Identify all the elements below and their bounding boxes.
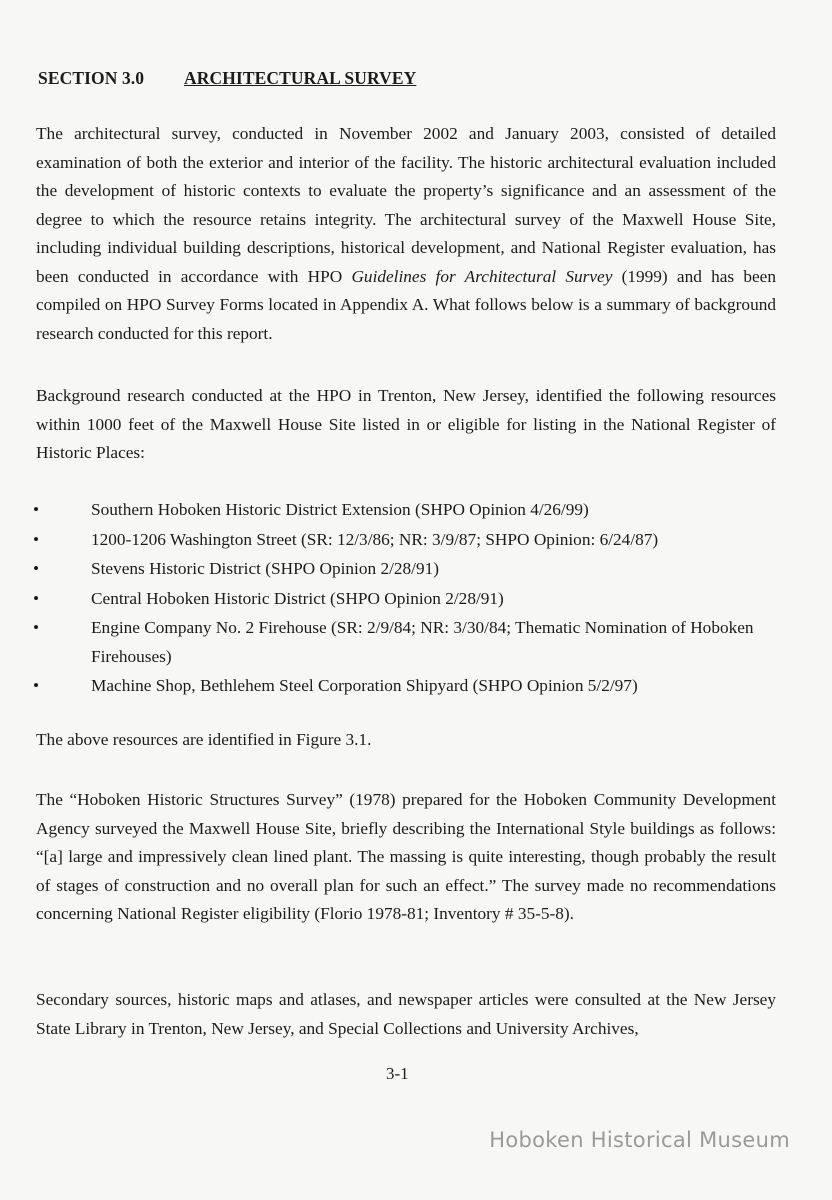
list-item: • Machine Shop, Bethlehem Steel Corporation Shipyard (SHPO Opinion 5/2/97) — [30, 672, 780, 701]
page-number: 3-1 — [386, 1064, 409, 1083]
bullet-icon: • — [33, 500, 40, 519]
guidelines-title: Guidelines for Architectural Survey — [351, 266, 613, 286]
bullet-icon: • — [33, 588, 40, 608]
section-heading — [38, 68, 416, 89]
intro-text-part-2: (1999) and has been compiled on HPO Survey Forms located in Appendix A. What follows below is a summary of background research conducted for this report. — [36, 266, 776, 343]
list-item: • Central Hoboken Historic District (SHPO Opinion 2/28/91) — [30, 585, 780, 614]
bullet-icon: • — [33, 676, 40, 695]
resource-list — [30, 496, 780, 702]
list-item: • 1200-1206 Washington Street (SR: 12/3/86; NR: 3/9/87; SHPO Opinion: 6/24/87) — [30, 526, 780, 555]
secondary-sources-paragraph: Secondary sources, historic maps and atlases, and newspaper articles were consulted at the New Jersey State Library in Trenton, New Jersey, and Special Collections and University Archives, — [36, 990, 776, 1038]
background-paragraph: Background research conducted at the HPO in Trenton, New Jersey, identified the following resources within 1000 feet of the Maxwell House Site listed in or eligible for listing in the National Register of Historic Places: — [36, 386, 776, 462]
section-number: SECTION 3.0 — [38, 68, 145, 88]
section-title: ARCHITECTURAL SURVEY — [184, 68, 417, 88]
bullet-icon: • — [33, 529, 40, 549]
bullet-icon: • — [33, 618, 40, 637]
watermark: Hoboken Historical Museum — [489, 1128, 790, 1152]
list-item: • Engine Company No. 2 Firehouse (SR: 2/9/84; NR: 3/30/84; Thematic Nomination of Hoboken Firehouses) — [30, 614, 780, 671]
intro-paragraph — [36, 120, 776, 348]
list-item: • Southern Hoboken Historic District Extension (SHPO Opinion 4/26/99) — [30, 496, 780, 525]
bullet-icon: • — [33, 559, 40, 578]
list-item: • Stevens Historic District (SHPO Opinion 2/28/91) — [30, 555, 780, 584]
intro-text-part-1: The architectural survey, conducted in November 2002 and January 2003, consisted of detailed examination of both the exterior and interior of the facility. The historic architectural evaluation included the development of historic contexts to evaluate the property’s significance and an assessment of the degree to which the resource retains integrity. The architectural survey of the Maxwell House Site, including individual building descriptions, historical development, and National Register evaluation, has been conducted in accordance with HPO — [36, 124, 776, 286]
figure-reference: The above resources are identified in Figure 3.1. — [36, 730, 372, 749]
survey-paragraph: The “Hoboken Historic Structures Survey” (1978) prepared for the Hoboken Community Development Agency surveyed the Maxwell House Site, briefly describing the International Style buildings as follows: “[a] large and impressively clean lined plant. The massing is quite interesting, though probably the result of stages of construction and no overall plan for such an effect.” The survey made no recommendations concerning National Register eligibility (Florio 1978-81; Inventory # 35-5-8). — [36, 790, 776, 923]
